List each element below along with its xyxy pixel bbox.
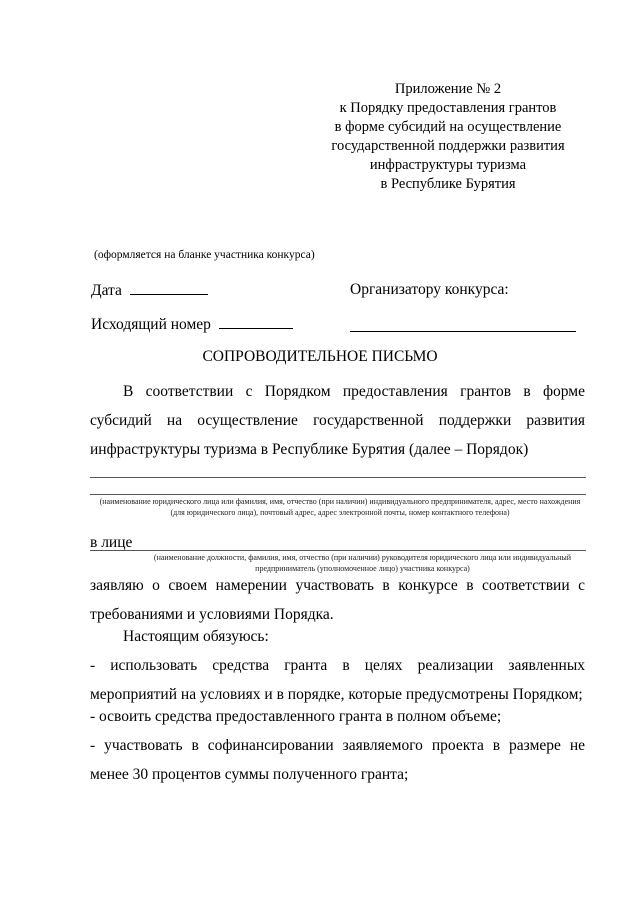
- obligation-item: - участвовать в софинансировании заявляемого проекта в размере не менее 30 процентов суммы полученного гранта;: [90, 737, 585, 783]
- appendix-line: инфраструктуры туризма: [369, 157, 527, 173]
- outgoing-number-field[interactable]: [219, 315, 293, 329]
- representative-field[interactable]: [90, 550, 586, 551]
- appendix-header: [318, 80, 578, 194]
- undertake-paragraph: Настоящим обязуюсь:: [123, 628, 269, 645]
- intro-paragraph: В соответствии с Порядком предоставления грантов в форме субсидий на осуществление государственной поддержки развития инфраструктуры туризма в Республике Бурятия (далее – Порядок): [90, 383, 585, 458]
- declaration-paragraph: заявляю о своем намерении участвовать в конкурсе в соответствии с требованиями и условиями Порядка.: [90, 577, 585, 623]
- obligation-item: - освоить средства предоставленного гранта в полном объеме;: [90, 708, 502, 725]
- applicant-hint: (наименование юридического лица или фамилия, имя, отчество (при наличии) индивидуального предпринимателя, адрес, место нахождения (для юридического лица), почтовый адрес, адрес электронной почты, номер контактного телефона): [99, 497, 581, 517]
- appendix-line: в Республике Бурятия: [380, 176, 516, 192]
- applicant-field[interactable]: [90, 477, 586, 478]
- applicant-field-line: [90, 494, 586, 495]
- date-label: Дата: [91, 282, 122, 299]
- outgoing-row: [91, 315, 293, 334]
- appendix-line: государственной поддержки развития: [331, 138, 565, 154]
- obligation-item: - использовать средства гранта в целях реализации заявленных мероприятий на условиях и в порядке, которые предусмотрены Порядком;: [90, 657, 585, 703]
- blank-note: (оформляется на бланке участника конкурса): [94, 249, 315, 261]
- outgoing-label: Исходящий номер: [91, 316, 211, 333]
- representative-hint: (наименование должности, фамилия, имя, отчество (при наличии) руководителя юридического лица или индивидуальный предприниматель (уполномоченное лицо) участника конкурса): [153, 553, 572, 573]
- represented-by-label: в лице: [90, 534, 133, 551]
- appendix-line: к Порядку предоставления грантов: [339, 100, 557, 116]
- organizer-field[interactable]: [350, 318, 576, 332]
- organizer-label: Организатору конкурса:: [350, 281, 509, 298]
- date-field[interactable]: [130, 281, 208, 295]
- appendix-line: Приложение № 2: [394, 81, 502, 97]
- document-title: СОПРОВОДИТЕЛЬНОЕ ПИСЬМО: [202, 348, 438, 365]
- appendix-line: в форме субсидий на осуществление: [334, 119, 562, 135]
- date-row: [91, 281, 208, 300]
